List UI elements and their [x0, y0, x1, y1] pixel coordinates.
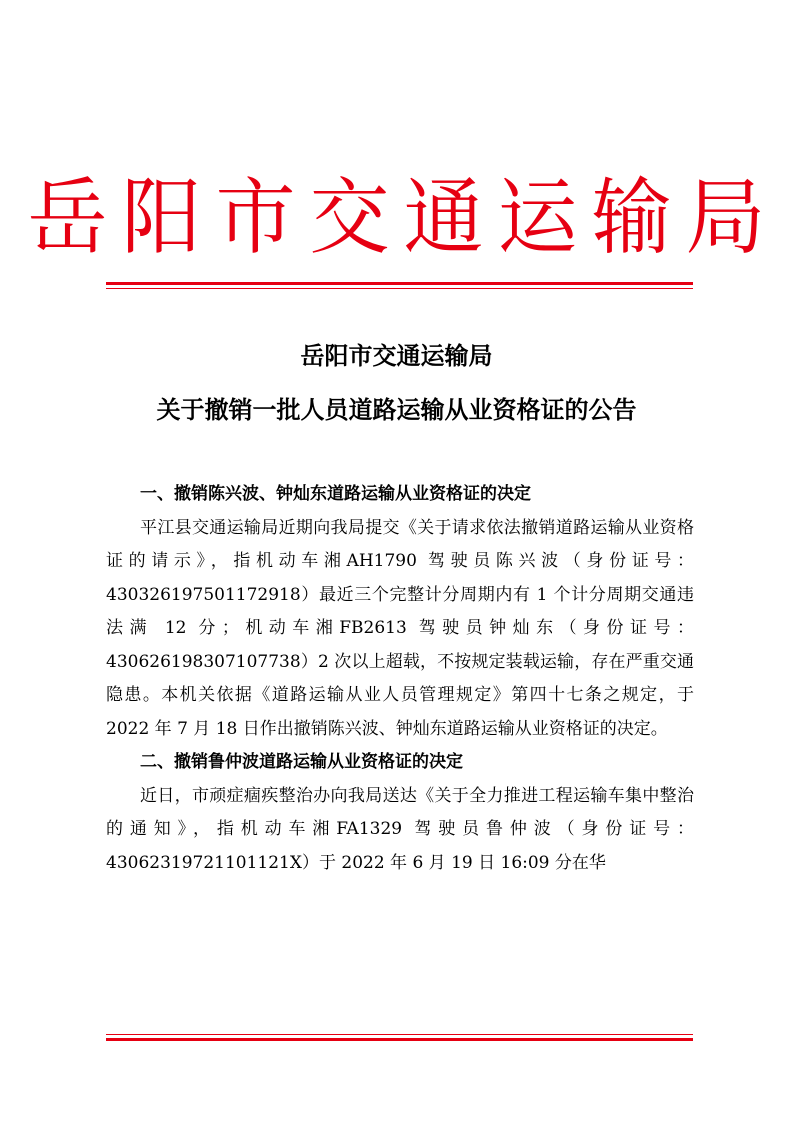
- document-title-line1: 岳阳市交通运输局: [300, 341, 493, 370]
- document-title-line2: 关于撤销一批人员道路运输从业资格证的公告: [156, 395, 637, 424]
- section2-heading: 二、撤销鲁仲波道路运输从业资格证的决定: [140, 752, 463, 772]
- masthead-org-name: 岳阳市交通运输局: [27, 169, 780, 266]
- footer-rule-thick: [106, 1038, 693, 1041]
- section1-paragraph: 平江县交通运输局近期向我局提交《关于请求依法撤销道路运输从业资格证的请示》，指机动车湘AH1790 驾驶员陈兴波（身份证号：430326197501172918）最近三个完整计分周期内有 1 个计分周期交通违法满 12 分；机动车湘FB2613 驾驶员钟灿东（身份证号：430626198307107738）2 次以上超载，不按规定装载运输，存在严重交通隐患。本机关依据《道路运输从业人员管理规定》第四十七条之规定，于 2022 年 7 月 18 日作出撤销陈兴波、钟灿东道路运输从业资格证的决定。: [106, 517, 694, 739]
- section2-paragraph: 近日，市顽症痼疾整治办向我局送达《关于全力推进工程运输车集中整治的通知》，指机动车湘FA1329 驾驶员鲁仲波（身份证号：43062319721101121X）于 2022 年 6 月 19 日 16:09 分在华: [106, 785, 694, 873]
- masthead-rule-thin: [106, 288, 693, 289]
- document-body: [106, 478, 694, 880]
- section1-heading: 一、撤销陈兴波、钟灿东道路运输从业资格证的决定: [140, 484, 531, 504]
- footer-rule-thin: [106, 1034, 693, 1035]
- masthead-rule-thick: [106, 282, 693, 285]
